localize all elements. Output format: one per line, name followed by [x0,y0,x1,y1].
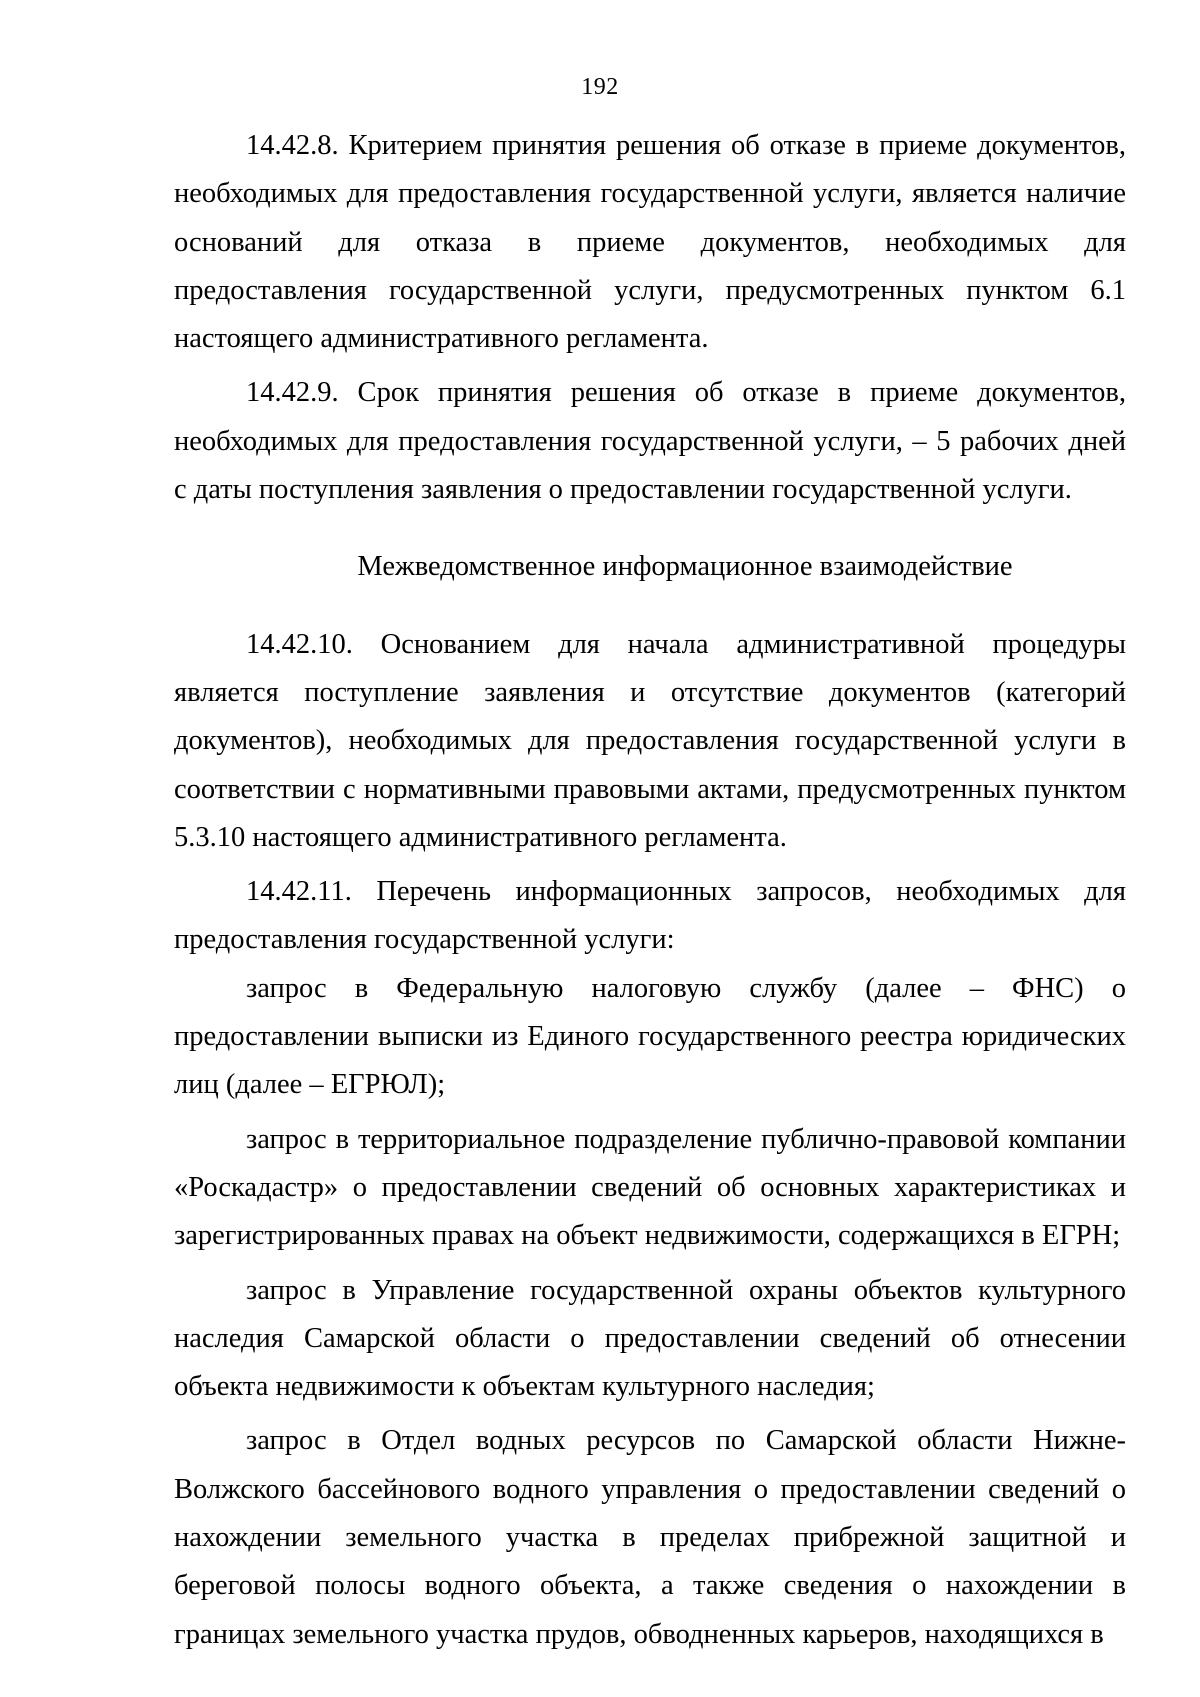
request-fns: запрос в Федеральную налоговую службу (далее – ФНС) о предоставлении выписки из Единого государственного реестра юридических лиц (далее – ЕГРЮЛ); [174,972,1126,1101]
request-cultural-heritage: запрос в Управление государственной охраны объектов культурного наследия Самарской области о предоставлении сведений об отнесении объекта недвижимости к объектам культурного наследия; [174,1274,1126,1403]
page-number: 192 [581,74,619,100]
document-body [174,122,1126,1659]
request-roskadastr: запрос в территориальное подразделение публично-правовой компании «Роскадастр» о предоставлении сведений об основных характеристиках и зарегистрированных правах на объект недвижимости, содержащихся в ЕГРН; [174,1123,1126,1252]
paragraph-14-42-11: 14.42.11. Перечень информационных запросов, необходимых для предоставления государственной услуги: [174,876,1126,956]
paragraph-14-42-8: 14.42.8. Критерием принятия решения об отказе в приеме документов, необходимых для предоставления государственной услуги, является наличие оснований для отказа в приеме документов, необходимых для предоставления государственной услуги, предусмотренных пунктом 6.1 настоящего административного регламента. [174,130,1126,355]
section-spacer [174,514,1126,543]
paragraph-14-42-10: 14.42.10. Основанием для начала административной процедуры является поступление заявления и отсутствие документов (категорий документов), необходимых для предоставления государственной услуги в соответствии с нормативными правовыми актами, предусмотренных пунктом 5.3.10 настоящего административного регламента. [174,628,1126,853]
section-heading: Межведомственное информационное взаимодействие [357,551,1013,583]
paragraph-14-42-9: 14.42.9. Срок принятия решения об отказе в приеме документов, необходимых для предоставления государственной услуги, – 5 рабочих дней с даты поступления заявления о предоставлении государственной услуги. [174,377,1126,506]
section-spacer [174,592,1126,621]
request-water-resources: запрос в Отдел водных ресурсов по Самарской области Нижне-Волжского бассейнового водного управления о предоставлении сведений о нахождении земельного участка в пределах прибрежной защитной и береговой полосы водного объекта, а также сведения о нахождении в границах земельного участка прудов, обводненных карьеров, находящихся в [174,1425,1126,1650]
